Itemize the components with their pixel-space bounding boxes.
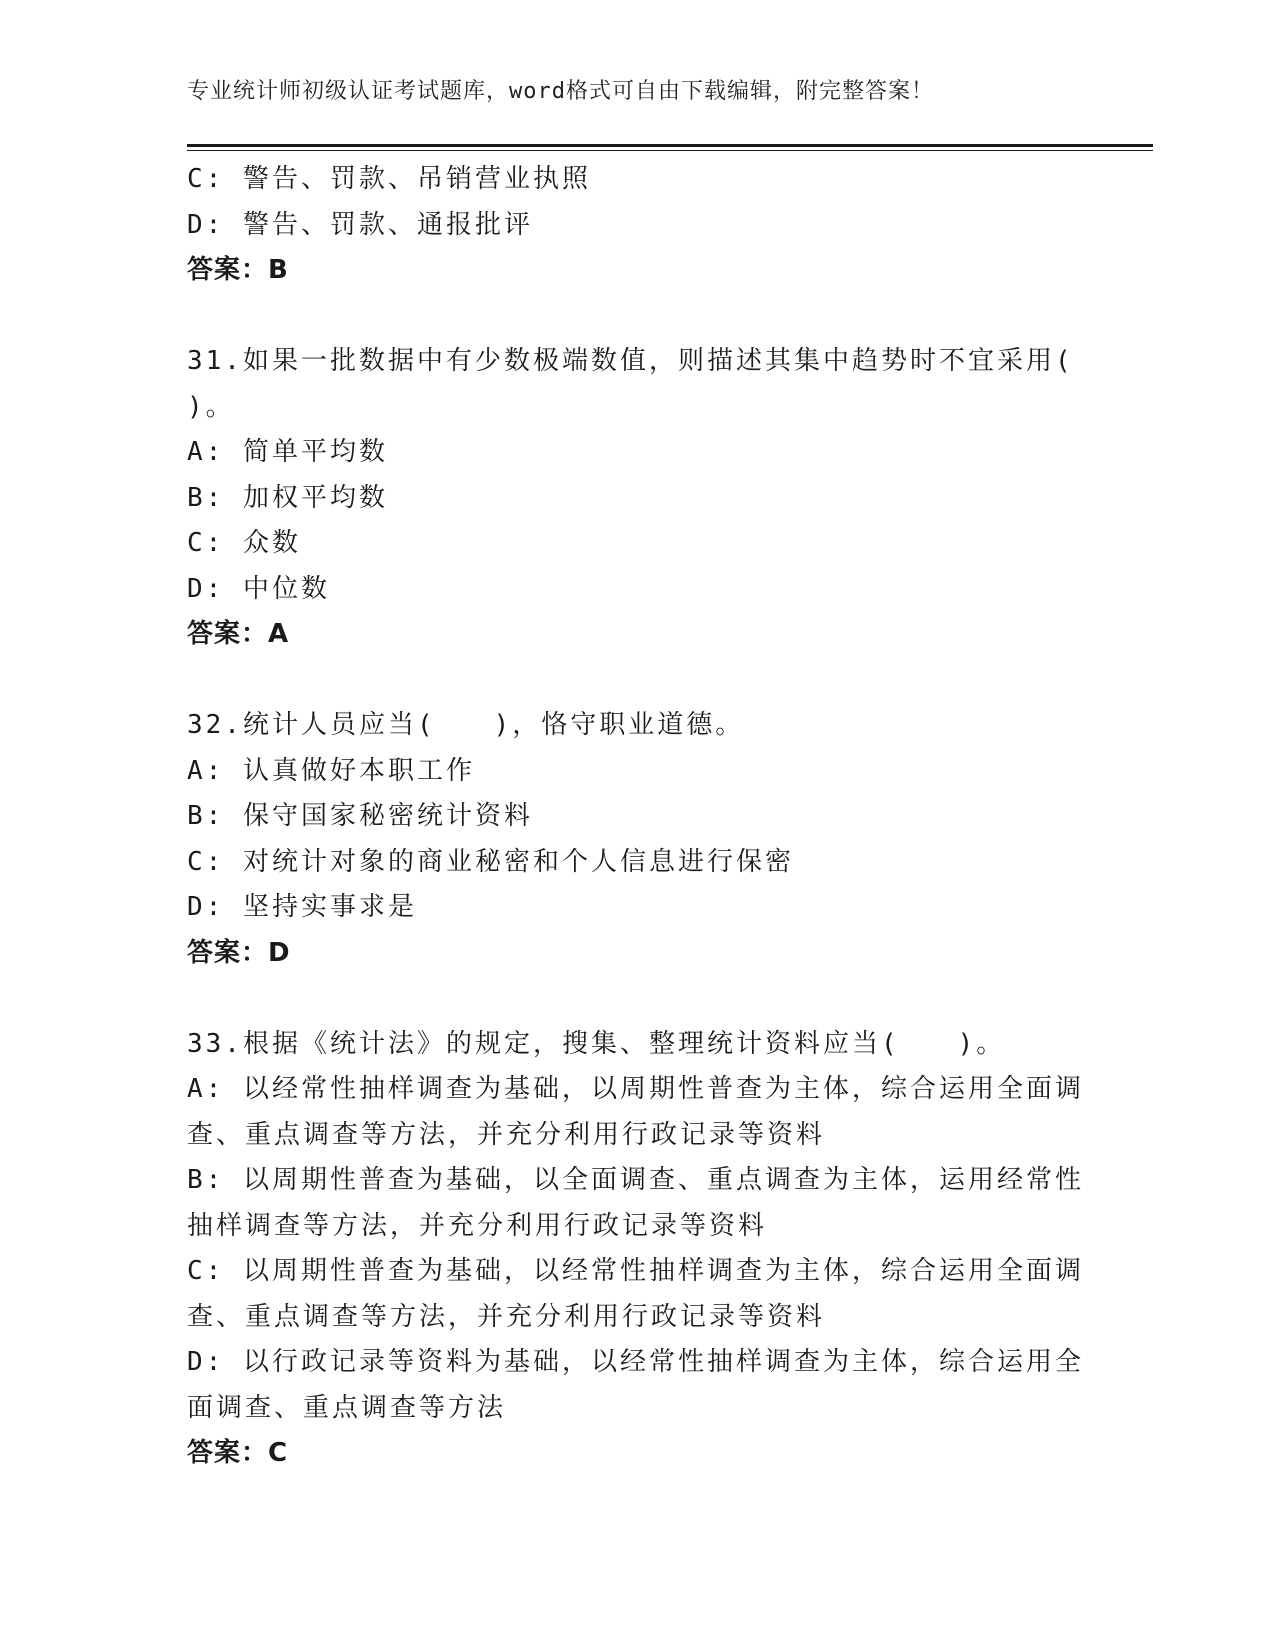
question-32 [187, 703, 1087, 976]
question-33 [187, 1022, 1087, 1477]
option-d: D: 以行政记录等资料为基础，以经常性抽样调查为主体，综合运用全面调查、重点调查等方法 [187, 1347, 1084, 1423]
question-stem: 32.统计人员应当( )，恪守职业道德。 [187, 710, 745, 740]
option-c: C: 对统计对象的商业秘密和个人信息进行保密 [187, 846, 794, 877]
option-a: A: 认真做好本职工作 [187, 755, 475, 786]
option-d: D: 坚持实事求是 [187, 892, 417, 922]
spacer [187, 976, 1087, 1022]
answer-line: 答案：C [187, 1438, 289, 1468]
header-divider-thin [187, 150, 1153, 151]
question-stem: 31.如果一批数据中有少数极端数值，则描述其集中趋势时不宜采用( )。 [187, 346, 1074, 422]
option-b: B: 以周期性普查为基础，以全面调查、重点调查为主体，运用经常性抽样调查等方法，并充分利用行政记录等资料 [187, 1165, 1084, 1241]
option-d: D: 警告、罚款、通报批评 [187, 209, 533, 240]
option-c: C: 警告、罚款、吊销营业执照 [187, 164, 591, 194]
question-content [187, 157, 1087, 1477]
answer-line: 答案：B [187, 255, 289, 285]
option-b: B: 加权平均数 [187, 482, 388, 513]
question-stem: 33.根据《统计法》的规定，搜集、整理统计资料应当( )。 [187, 1028, 1006, 1059]
option-b: B: 保守国家秘密统计资料 [187, 801, 533, 831]
option-a: A: 简单平均数 [187, 437, 388, 467]
question-31 [187, 339, 1087, 658]
answer-line: 答案：D [187, 937, 291, 968]
spacer [187, 658, 1087, 704]
option-d: D: 中位数 [187, 573, 330, 604]
spacer [187, 294, 1087, 340]
option-a: A: 以经常性抽样调查为基础，以周期性普查为主体，综合运用全面调查、重点调查等方法，并充分利用行政记录等资料 [187, 1074, 1084, 1150]
option-c: C: 众数 [187, 528, 301, 558]
answer-line: 答案：A [187, 619, 290, 649]
option-c: C: 以周期性普查为基础，以经常性抽样调查为主体，综合运用全面调查、重点调查等方法，并充分利用行政记录等资料 [187, 1256, 1084, 1332]
header-divider-thick [187, 144, 1153, 147]
prev-question-block [187, 157, 1087, 294]
page-header: 专业统计师初级认证考试题库，word格式可自由下载编辑，附完整答案！ [187, 79, 934, 104]
